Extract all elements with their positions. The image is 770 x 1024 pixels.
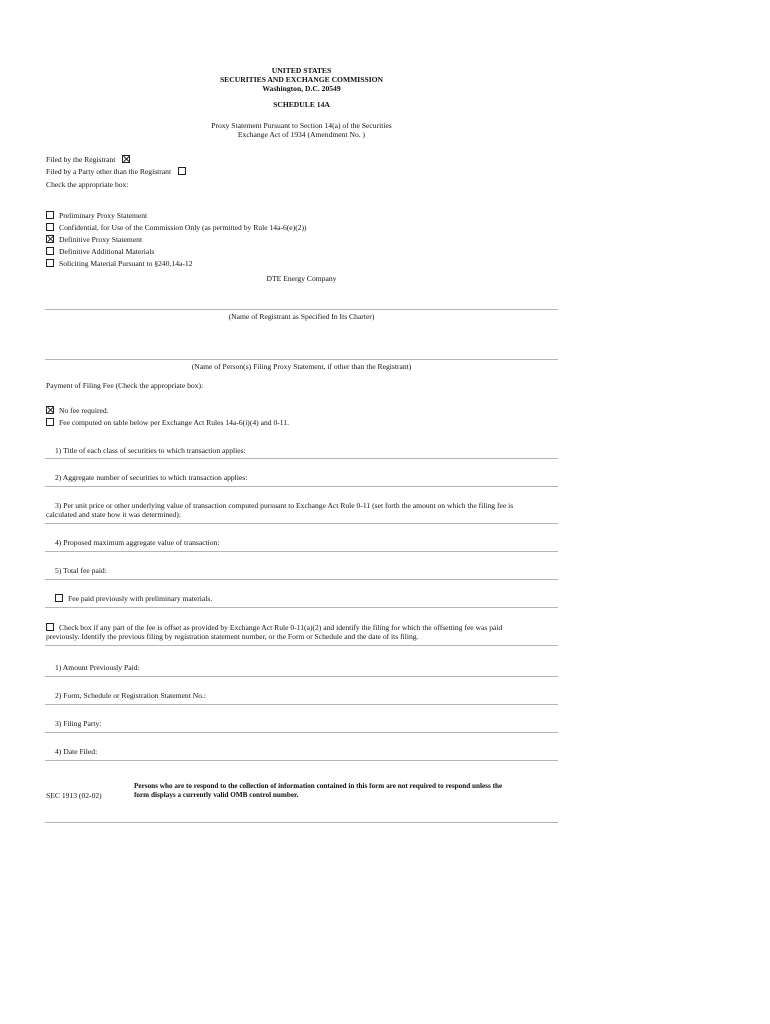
option-preliminary	[46, 211, 147, 220]
offset-item-2: 2) Form, Schedule or Registration Statement No.:	[55, 691, 207, 700]
fee-offset-rule	[45, 645, 558, 646]
option-confidential	[46, 223, 307, 232]
fee-heading: Payment of Filing Fee (Check the appropriate box):	[46, 381, 204, 390]
fee-item-5-rule	[45, 579, 558, 580]
option-soliciting	[46, 259, 193, 268]
offset-item-1-rule	[45, 676, 558, 677]
form-number: SEC 1913 (02-02)	[46, 791, 102, 800]
fee-no-fee	[46, 406, 109, 415]
registrant-name-caption: (Name of Registrant as Specified In Its Charter)	[228, 312, 375, 321]
fee-item-4-rule	[45, 551, 558, 552]
option-additional	[46, 247, 154, 256]
option-additional-checkbox[interactable]	[46, 247, 54, 255]
fee-item-3-line-1: 3) Per unit price or other underlying value of transaction computed pursuant to Exchange Act Rule 0-11 (set forth the amount on which the filing fee is	[55, 501, 514, 510]
option-definitive-checkbox[interactable]	[46, 235, 54, 243]
fee-computed-label: Fee computed on table below per Exchange Act Rules 14a-6(i)(4) and 0-11.	[59, 418, 289, 427]
fee-prelim-rule	[45, 607, 558, 608]
no-fee-checkbox[interactable]	[46, 406, 54, 414]
offset-item-2-rule	[45, 704, 558, 705]
option-preliminary-label: Preliminary Proxy Statement	[59, 211, 148, 220]
filed-by-registrant	[46, 155, 135, 164]
subtitle-line-2: Exchange Act of 1934 (Amendment No. )	[237, 130, 366, 139]
no-fee-label: No fee required.	[59, 406, 109, 415]
omb-notice-line-1: Persons who are to respond to the collection of information contained in this form are not required to respond unless the	[134, 782, 503, 790]
fee-item-1-rule	[45, 458, 558, 459]
check-box-instruction: Check the appropriate box:	[46, 180, 129, 189]
filer-name-rule	[45, 359, 558, 360]
fee-offset-checkbox[interactable]	[46, 623, 54, 631]
company-name: DTE Energy Company	[266, 274, 337, 283]
schedule-title: SCHEDULE 14A	[273, 100, 330, 109]
option-confidential-checkbox[interactable]	[46, 223, 54, 231]
offset-item-4: 4) Date Filed:	[55, 747, 98, 756]
header-line-united-states: UNITED STATES	[271, 66, 332, 75]
party-checkbox[interactable]	[178, 167, 186, 175]
option-preliminary-checkbox[interactable]	[46, 211, 54, 219]
option-soliciting-label: Soliciting Material Pursuant to §240.14a-12	[59, 259, 193, 268]
header-line-sec: SECURITIES AND EXCHANGE COMMISSION	[219, 75, 384, 84]
fee-computed-checkbox[interactable]	[46, 418, 54, 426]
filer-name-caption: (Name of Person(s) Filing Proxy Statement, if other than the Registrant)	[191, 362, 412, 371]
subtitle-line-1: Proxy Statement Pursuant to Section 14(a) of the Securities	[211, 121, 392, 130]
offset-item-3-rule	[45, 732, 558, 733]
fee-computed	[46, 418, 289, 427]
fee-item-3-line-2: calculated and state how it was determined):	[46, 510, 181, 519]
offset-item-1: 1) Amount Previously Paid:	[55, 663, 140, 672]
filed-by-party	[46, 167, 191, 176]
option-additional-label: Definitive Additional Materials	[59, 247, 155, 256]
registrant-checkbox[interactable]	[122, 155, 130, 163]
fee-offset-label-line-1: Check box if any part of the fee is offset as provided by Exchange Act Rule 0-11(a)(2) and identify the filing for which the offsetting fee was paid	[59, 623, 503, 632]
option-soliciting-checkbox[interactable]	[46, 259, 54, 267]
omb-notice-line-2: form displays a currently valid OMB control number.	[134, 791, 299, 799]
fee-item-4: 4) Proposed maximum aggregate value of transaction:	[55, 538, 220, 547]
filed-by-party-label: Filed by a Party other than the Registrant	[46, 167, 172, 176]
offset-item-4-rule	[45, 760, 558, 761]
header-line-washington: Washington, D.C. 20549	[262, 84, 341, 93]
registrant-name-rule	[45, 309, 558, 310]
fee-offset-label-line-2: previously. Identify the previous filing by registration statement number, or the Form or Schedule and the date of its filing.	[46, 632, 419, 641]
fee-item-1: 1) Title of each class of securities to which transaction applies:	[55, 446, 246, 455]
option-definitive	[46, 235, 142, 244]
fee-item-5: 5) Total fee paid:	[55, 566, 107, 575]
offset-item-3: 3) Filing Party:	[55, 719, 102, 728]
fee-item-3-rule	[45, 523, 558, 524]
fee-prelim-label: Fee paid previously with preliminary materials.	[68, 594, 213, 603]
fee-prelim	[55, 594, 212, 603]
filed-by-registrant-label: Filed by the Registrant	[46, 155, 116, 164]
fee-item-2-rule	[45, 486, 558, 487]
fee-offset	[46, 623, 502, 632]
option-confidential-label: Confidential, for Use of the Commission Only (as permitted by Rule 14a-6(e)(2))	[59, 223, 307, 232]
option-definitive-label: Definitive Proxy Statement	[59, 235, 143, 244]
footer-rule	[45, 822, 558, 823]
fee-prelim-checkbox[interactable]	[55, 594, 63, 602]
fee-item-2: 2) Aggregate number of securities to which transaction applies:	[55, 473, 248, 482]
